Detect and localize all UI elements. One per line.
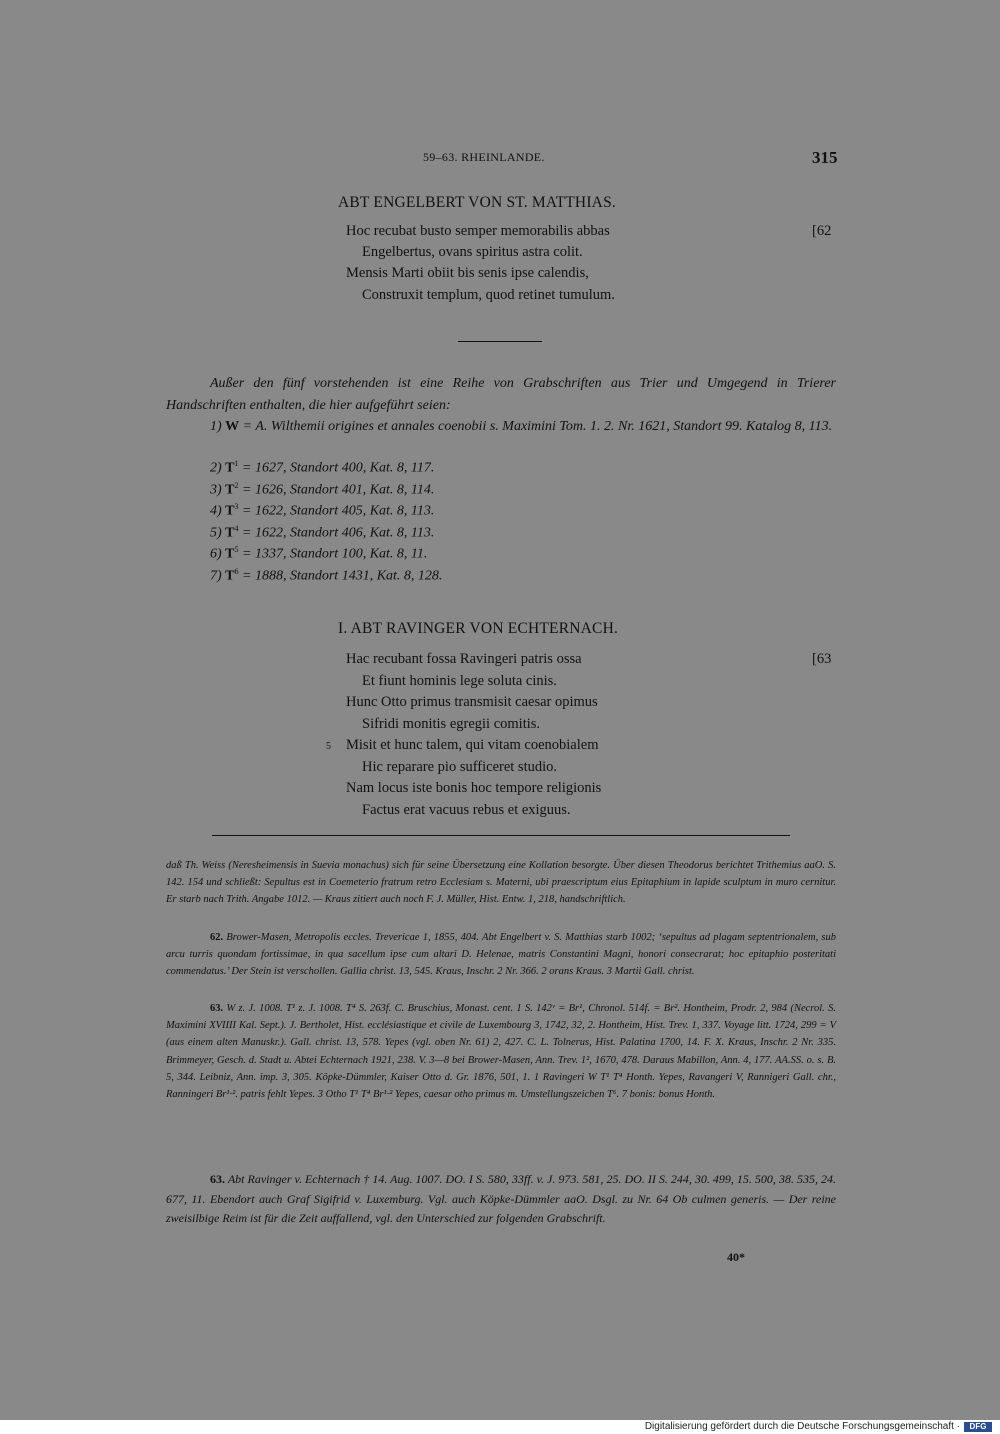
list-number: 7) bbox=[210, 568, 222, 584]
siglum: T bbox=[225, 525, 235, 541]
footnote bbox=[166, 1000, 836, 1103]
list-item bbox=[210, 502, 434, 520]
siglum: T bbox=[225, 482, 235, 498]
list-text: = 1627, Standort 400, Kat. 8, 117. bbox=[242, 460, 435, 476]
verse-line: Factus erat vacuus rebus et exiguus. bbox=[362, 802, 571, 818]
verse-line: Hic reparare pio sufficeret studio. bbox=[362, 759, 557, 775]
list-item bbox=[166, 416, 836, 438]
list-text: = 1622, Standort 405, Kat. 8, 113. bbox=[242, 503, 435, 519]
line-number: 5 bbox=[326, 741, 331, 752]
list-number: 4) bbox=[210, 503, 222, 519]
dfg-logo: DFG bbox=[964, 1422, 992, 1432]
list-text: = 1888, Standort 1431, Kat. 8, 128. bbox=[242, 568, 443, 584]
list-number: 5) bbox=[210, 525, 222, 541]
siglum: T bbox=[225, 503, 235, 519]
list-text: = 1622, Standort 406, Kat. 8, 113. bbox=[242, 525, 435, 541]
list-number: 2) bbox=[210, 460, 222, 476]
siglum: W bbox=[225, 419, 240, 434]
verse-line: Misit et hunc talem, qui vitam coenobialem bbox=[346, 737, 599, 753]
verse-line: Hac recubant fossa Ravingeri patris ossa bbox=[346, 651, 582, 667]
page-number: 315 bbox=[812, 148, 838, 167]
footnote bbox=[166, 929, 836, 981]
list-item bbox=[210, 524, 434, 542]
list-number: 1) bbox=[210, 419, 222, 434]
footnote-text: daß Th. Weiss (Neresheimensis in Suevia monachus) sich für seine Übersetzung eine Kollation besorgte. Über diesen Theodorus berichtet Trithemius aaO. S. 142. 154 und schließt: Sepultus est in Coemeterio fratrum retro Ecclesiam s. Materni, ubi praescriptum eius Epitaphium in lapide sculptum in muro cernitur. Er starb nach Trith. Angabe 1012. — Kraus zitiert auch noch F. J. Müller, Hist. Entw. 1, 218, handschriftlich. bbox=[166, 860, 836, 906]
list-text: = 1626, Standort 401, Kat. 8, 114. bbox=[242, 482, 435, 498]
verse-line: Sifridi monitis egregii comitis. bbox=[362, 716, 541, 732]
footnote-number: 63. bbox=[210, 1003, 224, 1014]
list-text: = 1337, Standort 100, Kat. 8, 11. bbox=[242, 546, 428, 562]
siglum: T bbox=[225, 460, 235, 476]
verse-line: Construxit templum, quod retinet tumulum. bbox=[362, 287, 615, 303]
siglum: T bbox=[225, 546, 235, 562]
section-title-ravinger: I. ABT RAVINGER VON ECHTERNACH. bbox=[338, 620, 619, 637]
running-title: 59–63. RHEINLANDE. bbox=[423, 150, 545, 164]
list-number: 3) bbox=[210, 482, 222, 498]
siglum: T bbox=[225, 568, 235, 584]
commentary-note bbox=[166, 1170, 836, 1229]
list-text: = A. Wilthemii origines et annales coenobii s. Maximini Tom. 1. 2. Nr. 1621, Standort 99. Katalog 8, 113. bbox=[242, 419, 833, 434]
signature-mark: 40* bbox=[727, 1250, 745, 1264]
footnote-paragraph bbox=[166, 1000, 836, 1103]
footer-credit: Digitalisierung gefördert durch die Deutsche Forschungsgemeinschaft · bbox=[644, 1421, 960, 1432]
footnote-divider bbox=[212, 835, 790, 836]
list-item bbox=[210, 459, 434, 477]
footnote-text: W z. J. 1008. T¹ z. J. 1008. T⁴ S. 263f. C. Bruschius, Monast. cent. 1 S. 142ᵛ = Br¹, Chronol. 514f. = Br². Hontheim, Prodr. 2, 984 (Necrol. S. Maximini XVIIII Kal. Sept.). J. Bertholet, Hist. ecclésiastique et civile de Luxembourg 3, 1742, 32, 2. Hontheim, Hist. Trev. 1, 337. Voyage litt. 1724, 299 = V (aus einem alten Manuskr.). Gall. christ. 13, 578. Yepes (vgl. oben Nr. 61) 2, 427. C. L. Tolnerus, Hist. Palatina 1700, 14. F. X. Kraus, Inschr. 2 Nr. 335. Brimmeyer, Gesch. d. Stadt u. Abtei Echternach 1921, 238. V. 3—8 bei Brower-Masen, Ann. Trev. 1², 1670, 478. Daraus Mabillon, Ann. 4, 177. AA.SS. o. s. B. 5, 344. Leibniz, Ann. imp. 3, 305. Köpke-Dümmler, Kaiser Otto d. Gr. 1876, 501, 1. 1 Ravingeri W T¹ T⁴ Honth. Yepes, Ravangeri V, Rannigeri Gall. chr., Ranningeri Br¹·². patris fehlt Yepes. 3 Otho T¹ T⁴ Br¹·² Yepes, caesar otho primus m. Umstellungszeichen T⁶. 7 bonis: bonus Honth. bbox=[166, 1003, 836, 1101]
list-item bbox=[210, 545, 427, 563]
section-title-engelbert: ABT ENGELBERT VON ST. MATTHIAS. bbox=[338, 194, 616, 211]
footnote-text: Brower-Masen, Metropolis eccles. Trevericae 1, 1855, 404. Abt Engelbert v. S. Matthias starb 1002; ‘sepultus ad plagam septentrionalem, sub arcu turris quondam fortissimae, in qua sacellum ipse cum altari D. Helenae, matris Constantini Magni, honori consecrarat; hoc epitaphio posteritati commendatus.’ Der Stein ist verschollen. Gallia christ. 13, 545. Kraus, Inschr. 2 Nr. 366. 2 orans Kraus. 3 Martii Gall. christ. bbox=[166, 932, 836, 978]
note-text: Abt Ravinger v. Echternach † 14. Aug. 1007. DO. I S. 580, 33ff. v. J. 973. 581, 25. DO. II S. 244, 30. 499, 15. 500, 38. 535, 24. 677, 11. Ebendort auch Graf Sigifrid v. Luxemburg. Vgl. auch Köpke-Dümmler aaO. Dsgl. zu Nr. 64 Ob culmen generis. — Der reine zweisilbige Reim ist für die Zeit auffallend, vgl. den Unterschied zur folgenden Grabschrift. bbox=[166, 1172, 836, 1225]
siglum-index: 2 bbox=[234, 481, 239, 490]
siglum-index: 5 bbox=[234, 545, 239, 554]
intro-text: Außer den fünf vorstehenden ist eine Reihe von Grabschriften aus Trier und Umgegend in Trierer Handschriften enthalten, die hier aufgeführt seien: bbox=[166, 376, 836, 413]
verse-reference: [63 bbox=[812, 651, 832, 667]
section-divider bbox=[458, 341, 542, 342]
verse-line: Mensis Marti obiit bis senis ipse calendis, bbox=[346, 265, 589, 281]
verse-line: Nam locus iste bonis hoc tempore religionis bbox=[346, 780, 602, 796]
verse-line: Engelbertus, ovans spiritus astra colit. bbox=[362, 244, 583, 260]
footnote-paragraph bbox=[166, 929, 836, 981]
verse-line: Et fiunt hominis lege soluta cinis. bbox=[362, 673, 557, 689]
list-item bbox=[210, 567, 442, 585]
list-number: 6) bbox=[210, 546, 222, 562]
siglum-index: 3 bbox=[234, 502, 239, 511]
intro-paragraph bbox=[166, 373, 836, 438]
note-number: 63. bbox=[210, 1172, 225, 1186]
siglum-index: 6 bbox=[234, 567, 239, 576]
verse-line: Hoc recubat busto semper memorabilis abbas bbox=[346, 223, 610, 239]
verse-line: Hunc Otto primus transmisit caesar opimus bbox=[346, 694, 598, 710]
siglum-index: 1 bbox=[234, 459, 239, 468]
verse-reference: [62 bbox=[812, 223, 832, 239]
siglum-index: 4 bbox=[234, 524, 239, 533]
footnote-number: 62. bbox=[210, 932, 224, 943]
footnote bbox=[166, 857, 836, 909]
list-item bbox=[210, 481, 434, 499]
